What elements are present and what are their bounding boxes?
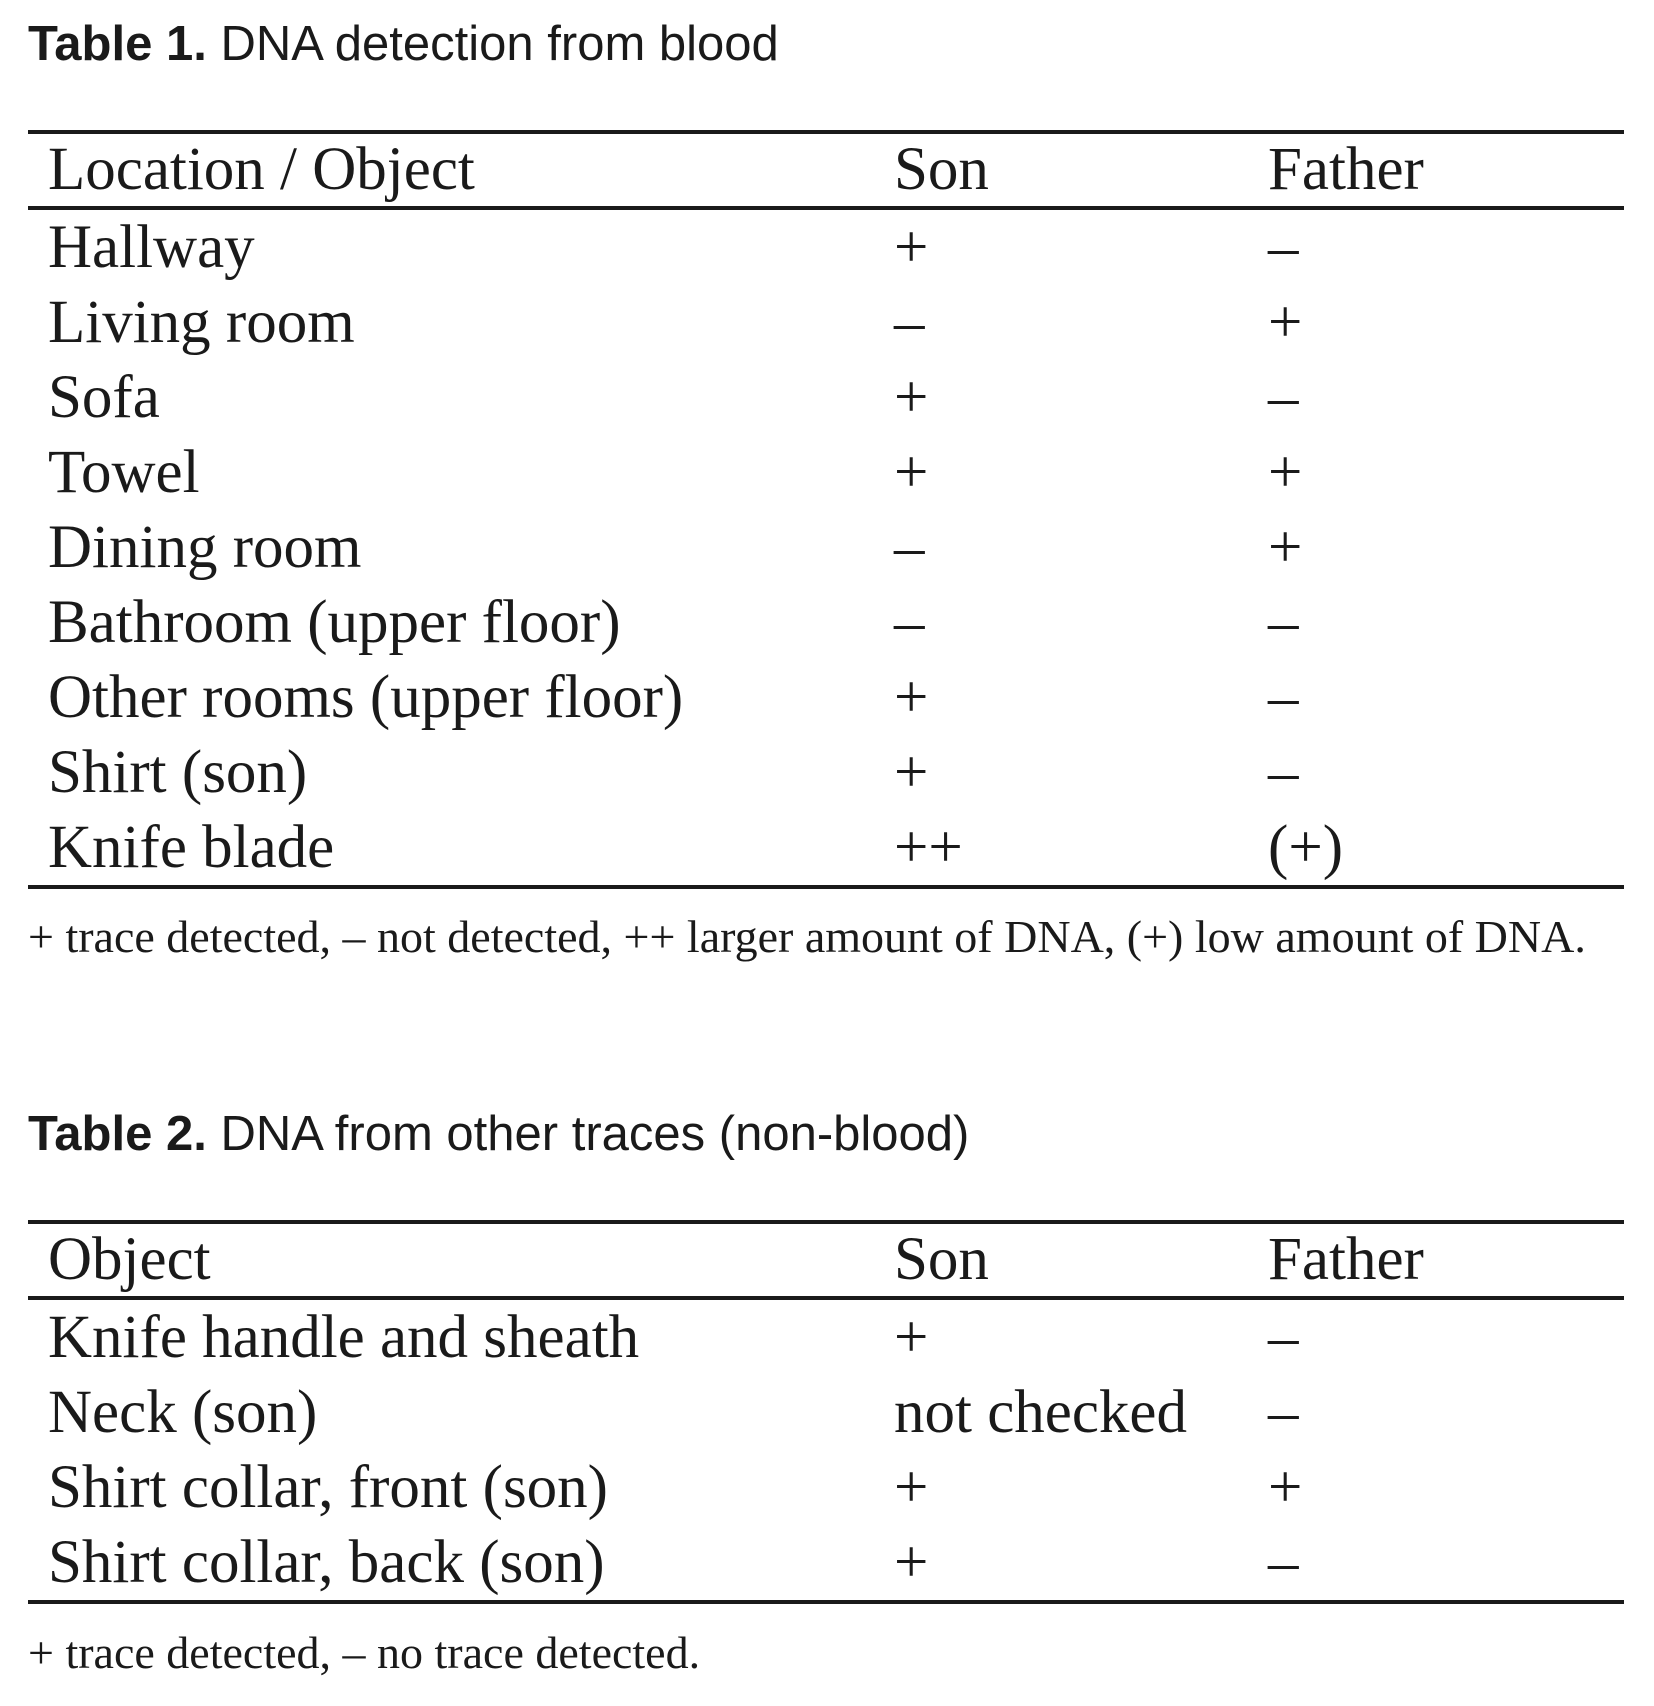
table1-header-son: Son bbox=[894, 136, 989, 203]
table1-cell: Towel bbox=[48, 438, 200, 506]
table1-caption-label: Table 1. bbox=[28, 17, 207, 71]
table-row bbox=[28, 208, 1624, 285]
table2-caption-text: DNA from other traces (non-blood) bbox=[206, 1107, 970, 1161]
table1-cell: Knife blade bbox=[48, 813, 335, 881]
table2-cell: + bbox=[894, 1453, 929, 1521]
table1-cell: – bbox=[1268, 663, 1299, 731]
table2-cell: not checked bbox=[894, 1378, 1187, 1446]
table2-cell: – bbox=[1268, 1378, 1299, 1446]
table1-cell: – bbox=[1268, 363, 1299, 431]
table1-cell: – bbox=[1268, 738, 1299, 806]
table2-caption bbox=[28, 1104, 969, 1164]
table2-cell: Knife handle and sheath bbox=[48, 1303, 640, 1371]
table-row bbox=[28, 1450, 1624, 1525]
table2-header-son: Son bbox=[894, 1226, 989, 1293]
table1-cell: – bbox=[1268, 213, 1299, 281]
table2-cell: Shirt collar, front (son) bbox=[48, 1453, 608, 1521]
table1-cell: (+) bbox=[1268, 813, 1344, 881]
table2-cell: + bbox=[1268, 1453, 1303, 1521]
table1-cell: Other rooms (upper floor) bbox=[48, 663, 684, 731]
table1-cell: Living room bbox=[48, 288, 355, 356]
table2-header-father: Father bbox=[1268, 1226, 1424, 1293]
table2-footnote: + trace detected, – no trace detected. bbox=[28, 1627, 701, 1678]
table1-cell: Sofa bbox=[48, 363, 160, 431]
table2-cell: + bbox=[894, 1528, 929, 1596]
table-row bbox=[28, 435, 1624, 510]
table1-cell: + bbox=[894, 663, 929, 731]
table1-cell: + bbox=[894, 363, 929, 431]
table-row bbox=[28, 810, 1624, 887]
table1 bbox=[28, 130, 1624, 889]
table1-cell: + bbox=[1268, 513, 1303, 581]
table1-cell: + bbox=[1268, 438, 1303, 506]
table2-caption-label: Table 2. bbox=[28, 1107, 207, 1161]
table-row bbox=[28, 510, 1624, 585]
table1-caption-text: DNA detection from blood bbox=[206, 17, 779, 71]
table-row bbox=[28, 585, 1624, 660]
table1-cell: + bbox=[1268, 288, 1303, 356]
table-row bbox=[28, 735, 1624, 810]
table-row bbox=[28, 360, 1624, 435]
table1-header-father: Father bbox=[1268, 136, 1424, 203]
table1-cell: ++ bbox=[894, 813, 963, 881]
table-row bbox=[28, 660, 1624, 735]
table1-cell: – bbox=[894, 288, 925, 356]
table1-cell: Dining room bbox=[48, 513, 362, 581]
table-row bbox=[28, 1375, 1624, 1450]
table1-cell: Hallway bbox=[48, 213, 255, 281]
table2-cell: Neck (son) bbox=[48, 1378, 318, 1446]
table1-footnote: + trace detected, – not detected, ++ larger amount of DNA, (+) low amount of DNA. bbox=[28, 911, 1586, 962]
table1-header-row bbox=[28, 132, 1624, 208]
table2-header-object: Object bbox=[48, 1226, 211, 1293]
table2 bbox=[28, 1220, 1624, 1604]
table1-cell: + bbox=[894, 738, 929, 806]
table1-cell: – bbox=[894, 513, 925, 581]
table1-cell: – bbox=[1268, 588, 1299, 656]
table1-cell: Shirt (son) bbox=[48, 738, 308, 806]
table1-cell: – bbox=[894, 588, 925, 656]
table2-cell: – bbox=[1268, 1303, 1299, 1371]
table1-caption bbox=[28, 14, 779, 74]
table1-header-location: Location / Object bbox=[48, 136, 475, 203]
table2-cell: + bbox=[894, 1303, 929, 1371]
table1-cell: Bathroom (upper floor) bbox=[48, 588, 621, 656]
table2-header-row bbox=[28, 1222, 1624, 1298]
table-row bbox=[28, 1525, 1624, 1602]
table2-cell: – bbox=[1268, 1528, 1299, 1596]
table1-cell: + bbox=[894, 438, 929, 506]
table-row bbox=[28, 1298, 1624, 1375]
table-row bbox=[28, 285, 1624, 360]
table2-cell: Shirt collar, back (son) bbox=[48, 1528, 605, 1596]
table1-cell: + bbox=[894, 213, 929, 281]
